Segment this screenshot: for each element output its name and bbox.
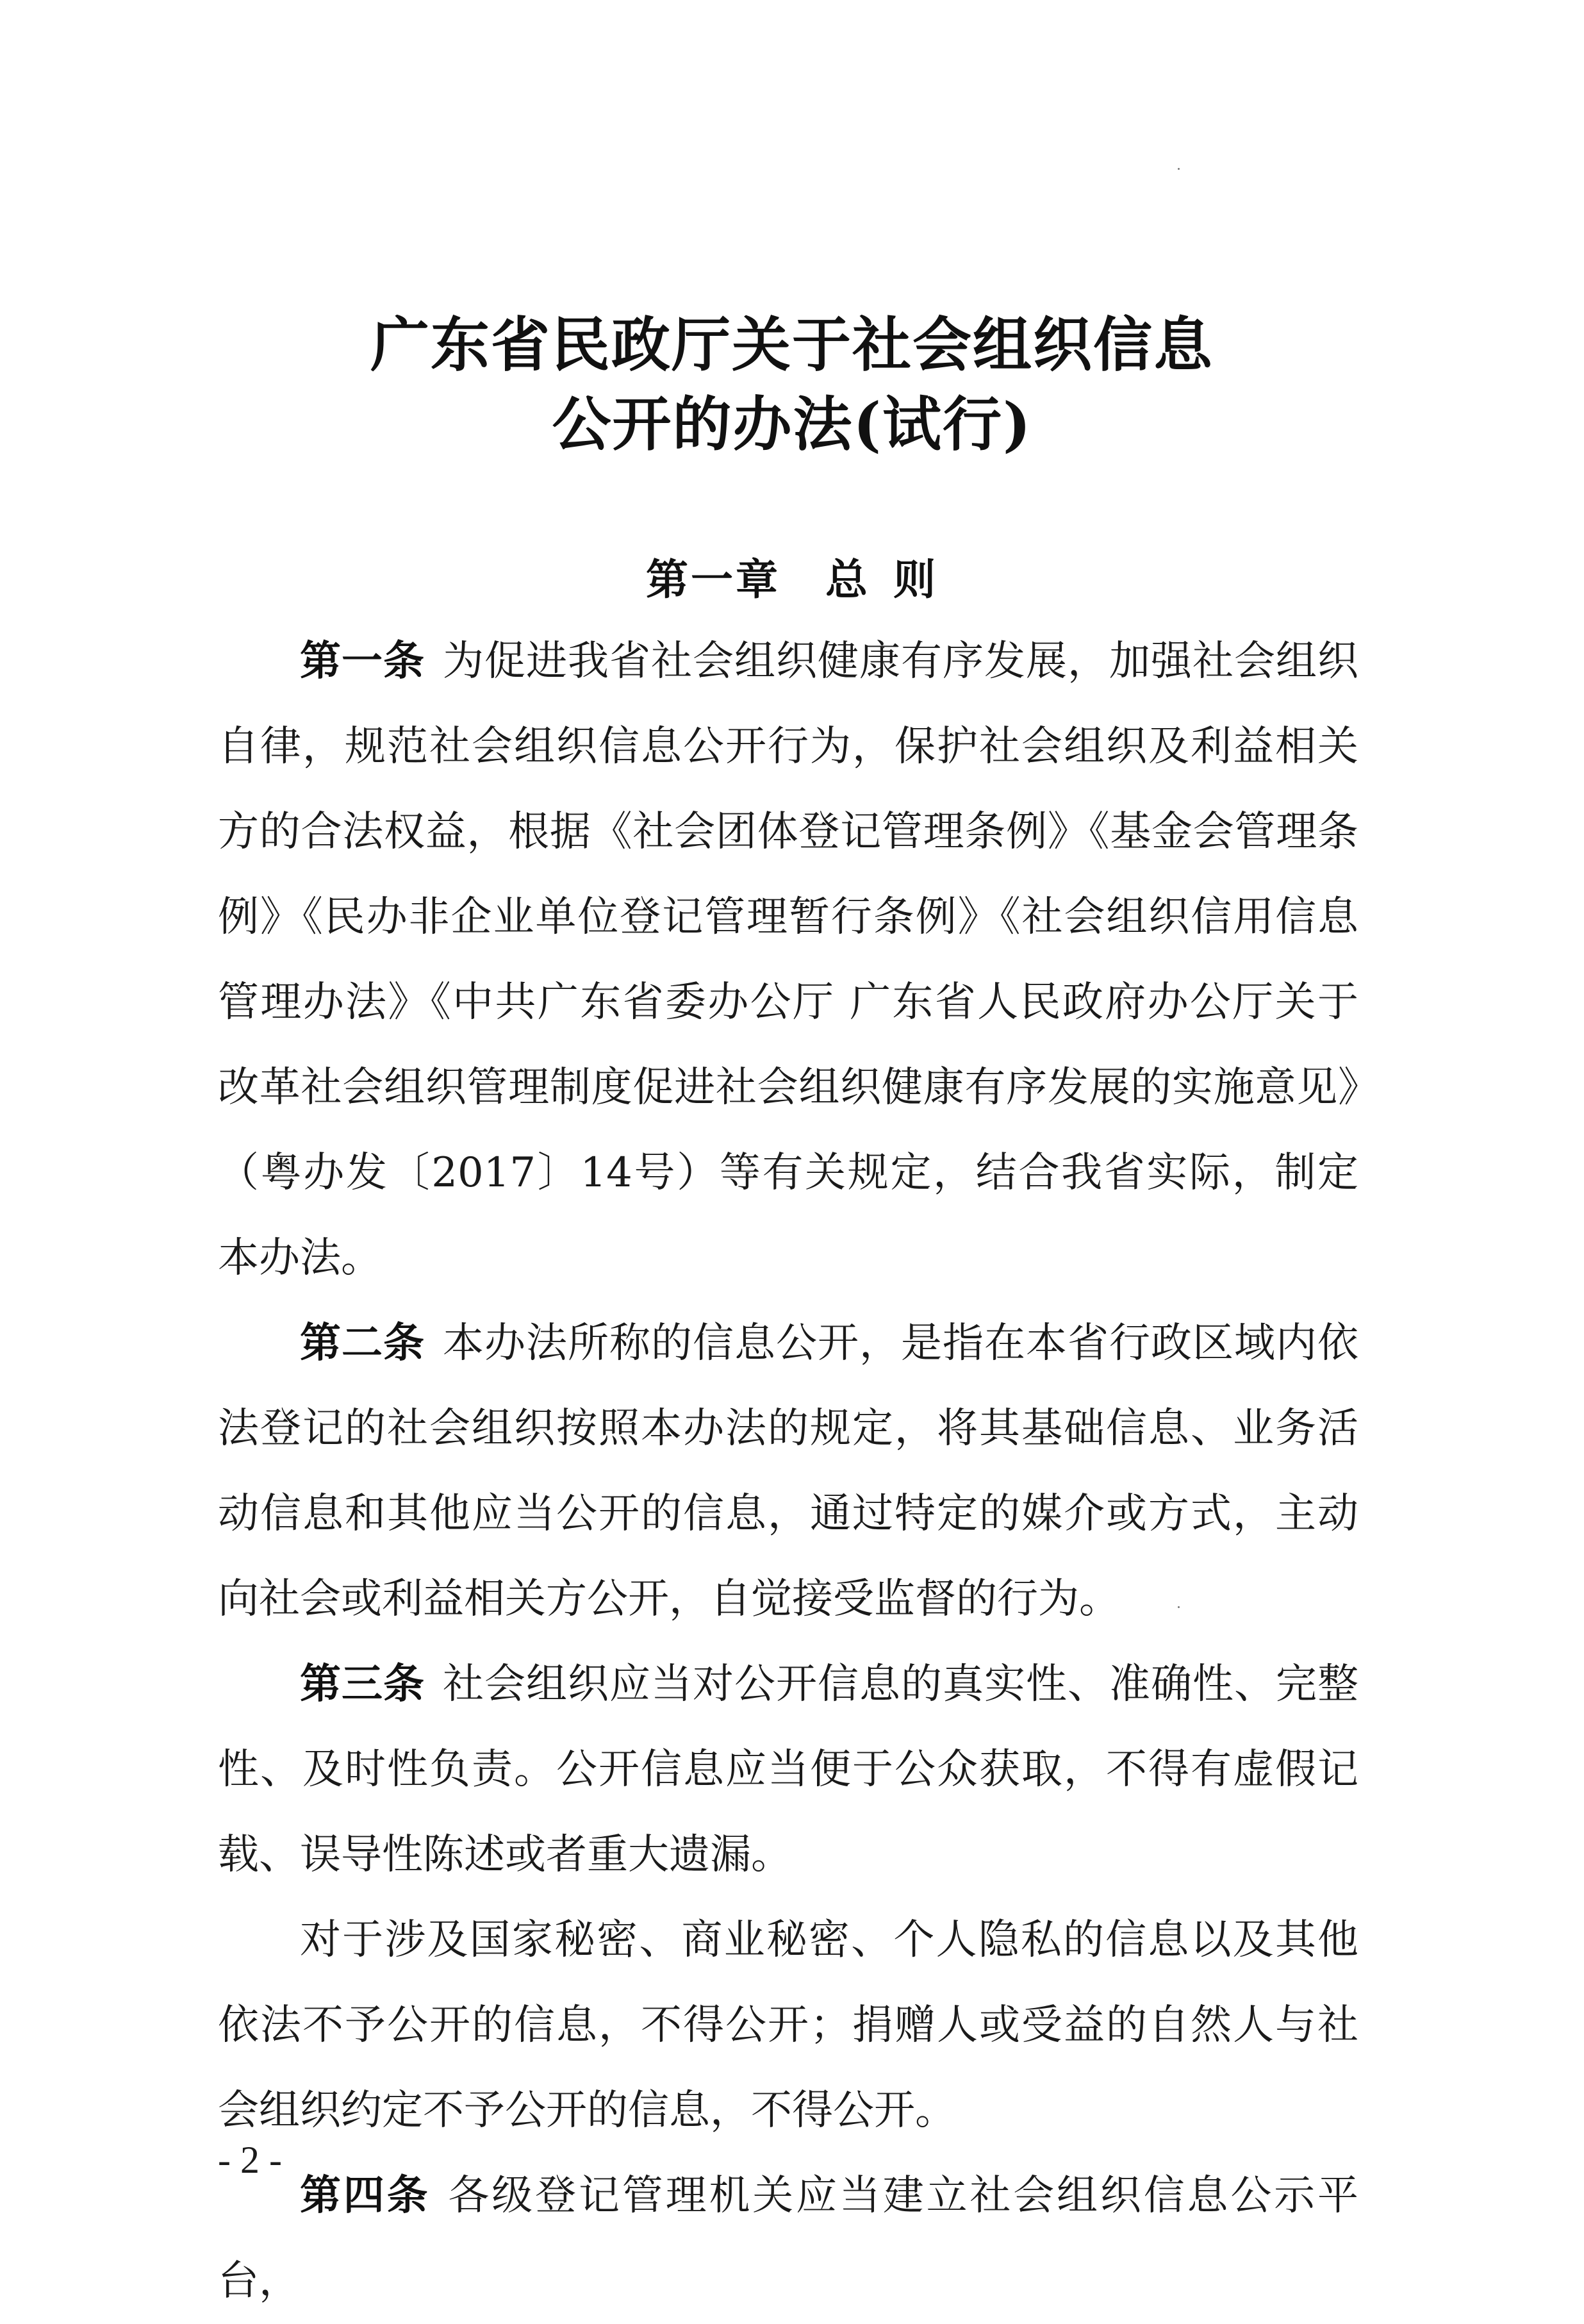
article-3-paragraph-2-text: 对于涉及国家秘密、商业秘密、个人隐私的信息以及其他依法不予公开的信息，不得公开；捐赠人或受益的自然人与社会组织约定不予公开的信息，不得公开。 [218, 1916, 1358, 2134]
document-title-line-1: 广东省民政厅关于社会组织信息 [370, 310, 1214, 379]
chapter-number: 第一章 [646, 555, 780, 604]
scan-speck [1178, 1606, 1180, 1608]
document-title-line-2: 公开的办法(试行) [552, 390, 1032, 459]
chapter-name-char-1: 总 [825, 555, 870, 604]
article-2-label: 第二条 [300, 1320, 425, 1367]
article-3-label: 第三条 [300, 1661, 425, 1708]
chapter-heading [0, 555, 1584, 604]
article-1-text: 为促进我省社会组织健康有序发展，加强社会组织自律，规范社会组织信息公开行为，保护社会组织及利益相关方的合法权益，根据《社会团体登记管理条例》《基金会管理条例》《民办非企业单位登记管理暂行条例》《社会组织信用信息管理办法》《中共广东省委办公厅 广东省人民政府办公厅关于改革社会组织管理制度促进社会组织健康有序发展的实施意见》（粤办发〔2017〕14号）等有关规定，结合我省实际，制定本办法。 [218, 638, 1358, 1282]
article-4-text: 各级登记管理机关应当建立社会组织信息公示平台， [218, 2172, 1359, 2305]
article-4-label: 第四条 [300, 2172, 431, 2220]
page-number: - 2 - [218, 2139, 282, 2181]
article-1-label: 第一条 [300, 638, 425, 685]
article-2 [218, 1301, 1358, 1642]
document-body [218, 619, 1358, 2324]
scan-speck [1178, 168, 1180, 170]
article-1 [218, 619, 1358, 1301]
article-3-text: 社会组织应当对公开信息的真实性、准确性、完整性、及时性负责。公开信息应当便于公众获取，不得有虚假记载、误导性陈述或者重大遗漏。 [218, 1661, 1358, 1879]
article-2-text: 本办法所称的信息公开，是指在本省行政区域内依法登记的社会组织按照本办法的规定，将其基础信息、业务活动信息和其他应当公开的信息，通过特定的媒介或方式，主动向社会或利益相关方公开，自觉接受监督的行为。 [218, 1320, 1358, 1623]
chapter-name-char-2: 则 [893, 555, 938, 604]
article-4 [218, 2154, 1358, 2324]
article-3-paragraph-2 [218, 1898, 1358, 2154]
article-3 [218, 1642, 1358, 1898]
